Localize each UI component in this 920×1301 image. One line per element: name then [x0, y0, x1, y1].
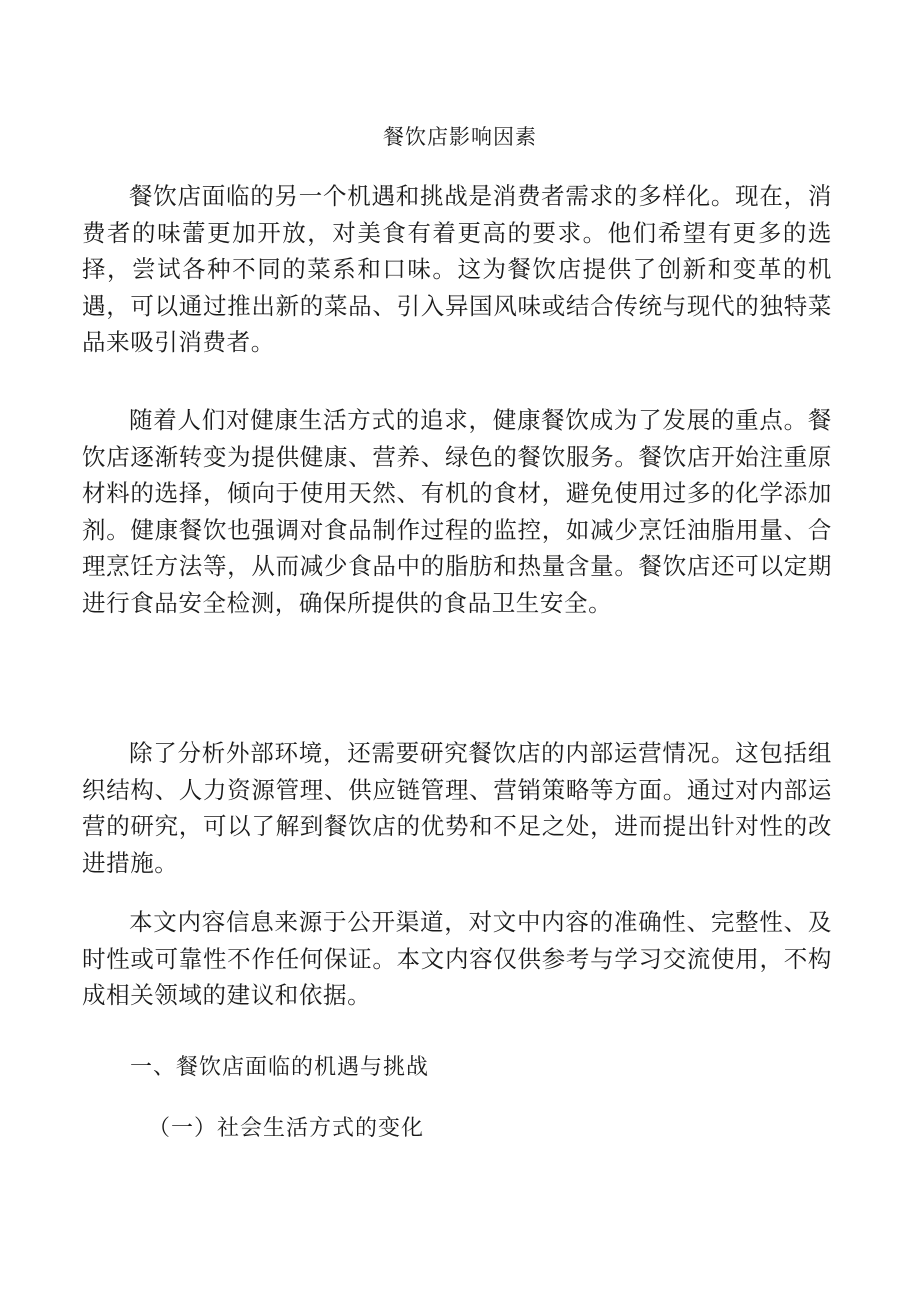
document-title: 餐饮店影响因素 [383, 125, 537, 149]
paragraph-consumer-demand: 餐饮店面临的另一个机遇和挑战是消费者需求的多样化。现在，消费者的味蕾更加开放，对美食有着更高的要求。他们希望有更多的选择，尝试各种不同的菜系和口味。这为餐饮店提供了创新和变革的机遇，可以通过推出新的菜品、引入异国风味或结合传统与现代的独特菜品来吸引消费者。 [82, 182, 832, 356]
section-heading: 一、餐饮店面临的机遇与挑战 [130, 1055, 430, 1080]
paragraph-internal-operations: 除了分析外部环境，还需要研究餐饮店的内部运营情况。这包括组织结构、人力资源管理、供应链管理、营销策略等方面。通过对内部运营的研究，可以了解到餐饮店的优势和不足之处，进而提出针对性的改进措施。 [82, 739, 832, 877]
subsection-heading: （一）社会生活方式的变化 [148, 1116, 425, 1141]
paragraph-disclaimer: 本文内容信息来源于公开渠道，对文中内容的准确性、完整性、及时性或可靠性不作任何保证。本文内容仅供参考与学习交流使用，不构成相关领域的建议和依据。 [82, 908, 832, 1009]
paragraph-healthy-dining: 随着人们对健康生活方式的追求，健康餐饮成为了发展的重点。餐饮店逐渐转变为提供健康、营养、绿色的餐饮服务。餐饮店开始注重原材料的选择，倾向于使用天然、有机的食材，避免使用过多的化学添加剂。健康餐饮也强调对食品制作过程的监控，如减少烹饪油脂用量、合理烹饪方法等，从而减少食品中的脂肪和热量含量。餐饮店还可以定期进行食品安全检测，确保所提供的食品卫生安全。 [82, 406, 832, 617]
